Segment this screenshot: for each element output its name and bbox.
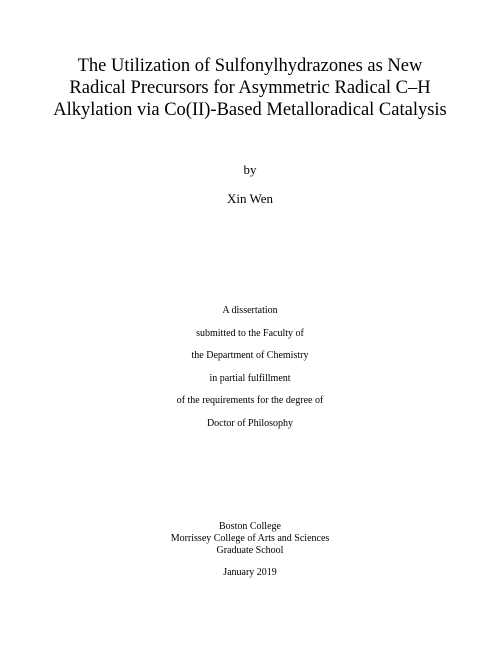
dissertation-statement bbox=[0, 305, 500, 441]
title-line: Radical Precursors for Asymmetric Radical C–H bbox=[69, 78, 431, 98]
statement-line: the Department of Chemistry bbox=[191, 350, 309, 362]
statement-line: submitted to the Faculty of bbox=[196, 327, 304, 339]
submission-date: January 2019 bbox=[223, 567, 277, 578]
statement-line: in partial fulfillment bbox=[209, 372, 291, 384]
title-line: The Utilization of Sulfonylhydrazones as New bbox=[77, 56, 423, 76]
statement-line: Doctor of Philosophy bbox=[206, 417, 294, 429]
statement-line: A dissertation bbox=[222, 305, 278, 316]
title-line: Alkylation via Co(II)-Based Metalloradical Catalysis bbox=[53, 100, 447, 120]
institution-line: Graduate School bbox=[216, 545, 284, 556]
institution-line: Morrissey College of Arts and Sciences bbox=[170, 533, 330, 544]
statement-line: of the requirements for the degree of bbox=[176, 395, 324, 407]
author-name: Xin Wen bbox=[226, 191, 273, 206]
by-text: by bbox=[243, 162, 257, 177]
institution-block bbox=[0, 521, 500, 557]
dissertation-title bbox=[0, 55, 500, 121]
institution-line: Boston College bbox=[219, 521, 281, 532]
